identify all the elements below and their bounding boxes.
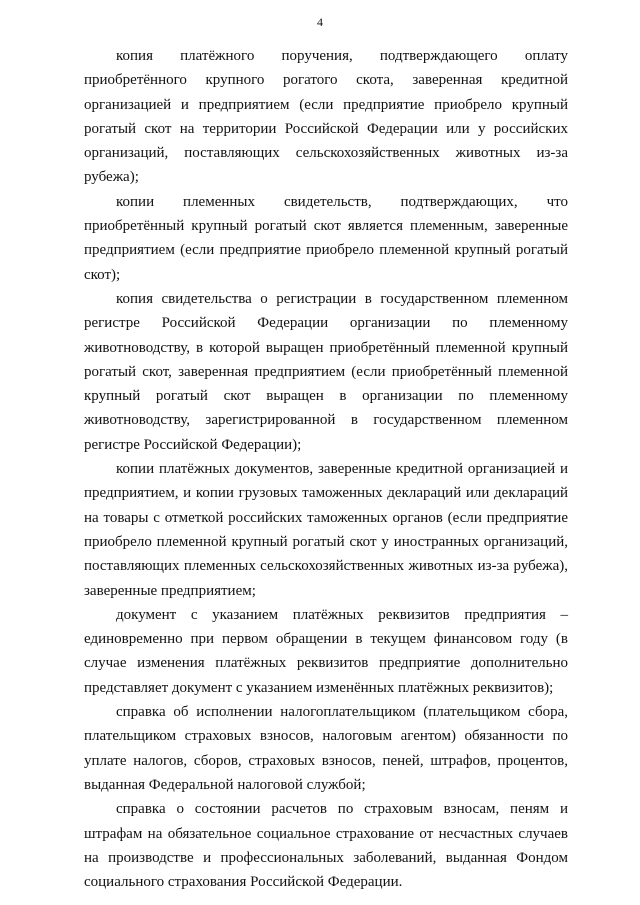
page-number: 4 <box>317 15 323 29</box>
paragraph-payment-order: копия платёжного поручения, подтверждающего оплату приобретённого крупного рогатого скота, заверенная кредитной организацией и предприятием (если предприятие приобрело крупный рогатый скот на территории Российской Федерации или у российских организаций, поставляющих сельскохозяйственных животных из-за рубежа); <box>84 48 568 186</box>
paragraph-payment-documents: копии платёжных документов, заверенные кредитной организацией и предприятием, и копии грузовых таможенных деклараций или деклараций на товары с отметкой российских таможенных органов (если предприятие приобрело племенной крупный рогатый скот у иностранных организаций, поставляющих племенных сельскохозяйственных животных из-за рубежа), заверенные предприятием; <box>84 461 568 599</box>
paragraph-tax-certificate: справка об исполнении налогоплательщиком (плательщиком сбора, плательщиком страховых взносов, налоговым агентом) обязанности по уплате налогов, сборов, страховых взносов, пеней, штрафов, процентов, выданная Федеральной налоговой службой; <box>84 704 568 793</box>
paragraph-registry-certificate: копия свидетельства о регистрации в государственном племенном регистре Российской Федерации организации по племенному животноводству, в которой выращен приобретённый племенной крупный рогатый скот, заверенная предприятием (если приобретённый племенной крупный рогатый скот выращен в организации по племенному животноводству, зарегистрированной в государственном племенном регистре Российской Федерации); <box>84 290 568 453</box>
document-body <box>84 44 568 894</box>
paragraph-payment-details: документ с указанием платёжных реквизитов предприятия – единовременно при первом обращении в текущем финансовом году (в случае изменения платёжных реквизитов предприятие дополнительно представляет документ с указанием изменённых платёжных реквизитов); <box>84 606 568 696</box>
paragraph-breeding-certificates: копии племенных свидетельств, подтверждающих, что приобретённый крупный рогатый скот является племенным, заверенные предприятием (если предприятие приобрело племенной крупный рогатый скот); <box>84 193 568 283</box>
paragraph-insurance-certificate: справка о состоянии расчетов по страховым взносам, пеням и штрафам на обязательное социальное страхование от несчастных случаев на производстве и профессиональных заболеваний, выданная Фондом социального страхования Российской Федерации. <box>84 801 568 891</box>
